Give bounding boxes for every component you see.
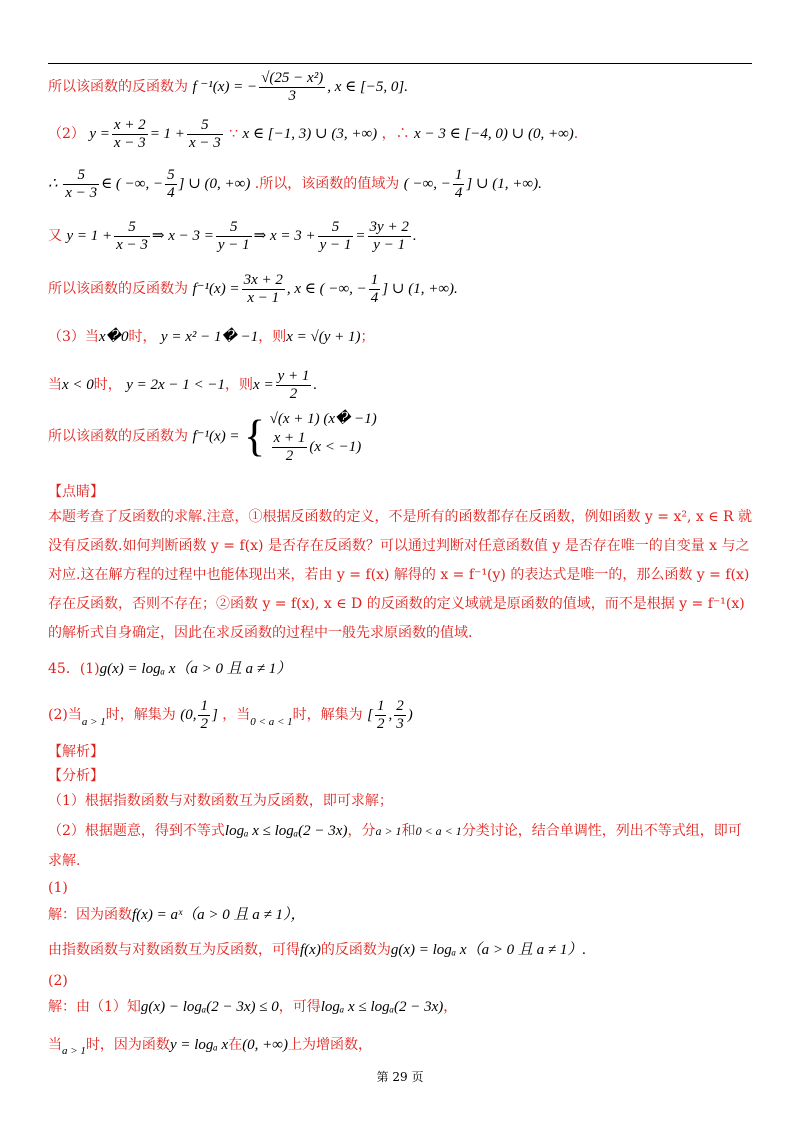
text: .所以，该函数的值域为	[254, 175, 400, 192]
math	[253, 368, 318, 402]
line-8	[48, 408, 377, 468]
punct: .	[573, 125, 579, 142]
fraction	[375, 698, 387, 733]
math: f(x)	[300, 942, 321, 958]
math-part: f⁻¹(x) =	[192, 280, 240, 297]
denominator: x − 1	[247, 290, 280, 306]
text: （2）根据题意，得到不等式	[48, 823, 225, 839]
denominator: 4	[454, 185, 463, 201]
text: ，可得	[278, 999, 321, 1015]
numerator: 5	[187, 117, 223, 135]
part-2-label: (2)	[48, 973, 68, 989]
question-number: 45．(1)	[48, 661, 100, 677]
math-part: ,	[388, 706, 393, 723]
math: f⁻¹(x) =	[192, 428, 240, 445]
math-part: f ⁻¹(x) = −	[192, 78, 258, 95]
solution-2	[48, 939, 586, 961]
math-part: y = 1 +	[66, 227, 113, 244]
math	[367, 698, 413, 732]
line-1	[48, 70, 408, 105]
math: （a > 0 且 a ≠ 1）.	[466, 942, 587, 958]
line-5	[48, 272, 458, 307]
math-part: ] ∪ (0, +∞)	[178, 175, 251, 192]
text: 所以该函数的反函数为	[48, 428, 188, 445]
solution-1	[48, 904, 306, 926]
piecewise-cases	[270, 408, 377, 465]
math: y = x² − 1� −1	[160, 329, 259, 345]
denominator: y − 1	[319, 237, 352, 253]
fraction	[394, 698, 406, 733]
text: (2)当	[48, 706, 82, 723]
item-label: （2）	[48, 125, 85, 142]
step-2	[48, 820, 742, 842]
math: 0 < a < 1	[415, 824, 462, 838]
math: g(x) = logₐ x	[390, 942, 467, 958]
text: 当	[48, 1037, 62, 1053]
numerator: √(25 − x²)	[261, 70, 324, 86]
numerator: 1	[376, 698, 385, 714]
case-1: √(x + 1) (x� −1)	[269, 411, 377, 427]
math-part: y =	[89, 125, 110, 142]
fraction	[259, 70, 325, 105]
text: ，则	[225, 376, 254, 393]
denominator: 3	[288, 88, 296, 104]
math-part: ( −∞, −	[403, 175, 451, 192]
math: (0, +∞)	[242, 1037, 288, 1053]
math: （a > 0 且 a ≠ 1），	[182, 907, 306, 923]
math	[180, 698, 218, 732]
math: x�0	[98, 329, 129, 345]
text: 所以该函数的反函数为	[48, 280, 188, 297]
math: g(x) = logₐ x	[99, 661, 176, 677]
numerator: x + 2	[113, 117, 146, 133]
page-number: 第 29 页	[376, 1070, 424, 1084]
numerator: 3y + 2	[369, 219, 409, 235]
math-part: [	[367, 706, 373, 723]
left-brace: {	[244, 411, 266, 461]
numerator: 5	[216, 219, 252, 237]
header-rule	[48, 63, 752, 64]
line-2	[48, 117, 578, 152]
math-part: ] ∪ (1, +∞).	[466, 175, 542, 192]
math	[89, 117, 224, 151]
comment-heading: 【点睛】	[48, 484, 104, 500]
therefore-symbol: ∴	[48, 175, 58, 192]
numerator: 5	[63, 167, 99, 185]
part-1-label: (1)	[48, 880, 68, 896]
fraction	[198, 698, 210, 733]
denominator: y − 1	[373, 237, 406, 253]
fraction	[112, 117, 148, 152]
fraction	[114, 219, 150, 254]
fraction	[216, 219, 252, 254]
math: a > 1	[62, 1045, 86, 1057]
numerator: 1	[370, 272, 379, 288]
numerator: 2	[396, 698, 404, 714]
fraction	[276, 368, 312, 403]
text: ，分	[347, 823, 376, 839]
punct: ；	[360, 329, 375, 345]
denominator: x − 3	[113, 135, 146, 151]
math: f(x) = aˣ	[132, 907, 183, 923]
math	[403, 167, 542, 201]
denominator: 4	[370, 290, 379, 306]
numerator: x + 1	[273, 430, 306, 446]
math: a > 1	[81, 715, 106, 728]
solution-3	[48, 996, 457, 1018]
text: 上为增函数，	[288, 1037, 372, 1053]
math: g(x) − logₐ(2 − 3x) ≤ 0	[140, 999, 279, 1015]
math: logₐ x ≤ logₐ(2 − 3x)	[224, 823, 348, 839]
numerator: 5	[167, 167, 175, 183]
text: 时，	[128, 329, 157, 345]
math-part: =	[355, 227, 366, 244]
numerator: 3x + 2	[243, 272, 283, 288]
analysis-heading: 【解析】	[48, 744, 104, 760]
numerator: 1	[454, 167, 463, 183]
math: 0 < a < 1	[250, 715, 293, 728]
denominator: x − 3	[188, 135, 221, 151]
text: （3）当	[48, 329, 99, 345]
math-part: , x ∈ [−5, 0].	[327, 78, 408, 95]
math-part: (x < −1)	[309, 438, 362, 455]
math-part: ]	[211, 706, 218, 723]
line-4	[48, 219, 417, 254]
fraction	[272, 430, 308, 465]
text: 解：因为函数	[48, 907, 132, 923]
text: 解：由（1）知	[48, 999, 141, 1015]
math	[192, 272, 458, 306]
fraction	[165, 167, 177, 202]
math: x − 3 ∈ [−4, 0) ∪ (0, +∞)	[414, 125, 574, 142]
math	[192, 70, 408, 104]
math: （a > 0 且 a ≠ 1）	[175, 661, 292, 677]
math-part: ] ∪ (1, +∞).	[382, 280, 458, 297]
denominator: 2	[285, 448, 294, 464]
therefore-symbol: ，∴	[381, 125, 410, 142]
fraction	[369, 272, 381, 307]
fraction	[368, 219, 411, 254]
q45-answer-2	[48, 698, 413, 733]
fraction	[63, 167, 99, 202]
denominator: 2	[200, 716, 208, 732]
numerator: 5	[318, 219, 354, 237]
text: 和	[401, 823, 416, 839]
denominator: x − 3	[65, 185, 98, 201]
math: y = logₐ x	[169, 1037, 229, 1053]
math	[66, 219, 417, 253]
denominator: 2	[376, 716, 385, 732]
text: 由指数函数与对数函数互为反函数，可得	[48, 942, 300, 958]
math-part: ⇒ x = 3 +	[253, 227, 316, 244]
text: ，	[443, 999, 458, 1015]
line-7	[48, 368, 317, 403]
numerator: 1	[200, 698, 208, 714]
text: 所以该函数的反函数为	[48, 78, 188, 95]
denominator: y − 1	[217, 237, 250, 253]
case-2	[270, 430, 377, 465]
math-part: ⇒ x − 3 =	[151, 227, 214, 244]
math-part: , x ∈ ( −∞, −	[286, 280, 367, 297]
text: 在	[228, 1037, 243, 1053]
denominator: 3	[396, 716, 404, 732]
comment-body: 本题考查了反函数的求解.注意，①根据反函数的定义，不是所有的函数都存在反函数，例如函数 y = x², x ∈ R 就没有反函数.如何判断函数 y = f(x) 是否存在反函数？可以通过判断对任意函数值 y 是否存在唯一的自变量 x 与之对应.这在解方程的过程中也能体现出来，若由 y = f(x) 解得的 x = f⁻¹(y) 的表达式是唯一的，那么函数 y = f(x) 存在反函数，否则不存在；②函数 y = f(x), x ∈ D 的反函数的定义域就是原函数的值域，而不是根据 y = f⁻¹(x) 的解析式自身确定，因此在求反函数的过程中一般先求原函数的值域.	[48, 509, 752, 641]
math: y = 2x − 1 < −1	[126, 376, 226, 393]
math: a > 1	[375, 824, 402, 838]
fraction	[453, 167, 465, 202]
solution-4	[48, 1034, 372, 1062]
fraction	[318, 219, 354, 254]
math: x ∈ [−1, 3) ∪ (3, +∞)	[242, 125, 378, 142]
text: 又	[48, 227, 62, 244]
since-symbol: ∵	[229, 125, 239, 142]
fenxi-heading: 【分析】	[48, 768, 104, 784]
step-2-cont: 求解.	[48, 853, 81, 869]
text: 时，解集为	[292, 706, 363, 723]
math-part: )	[407, 706, 413, 723]
math-part: .	[412, 227, 417, 244]
denominator: 4	[167, 185, 175, 201]
math-part: (0,	[180, 706, 197, 723]
text: 时，	[93, 376, 122, 393]
line-3	[48, 167, 542, 202]
q45-answer-1	[48, 658, 291, 680]
denominator: 2	[289, 386, 298, 402]
math-part: = 1 +	[149, 125, 185, 142]
text: 当	[48, 376, 62, 393]
text: 时，解集为	[105, 706, 176, 723]
text: 时，因为函数	[85, 1037, 170, 1053]
fraction	[187, 117, 223, 152]
text: 的反函数为	[320, 942, 391, 958]
text: ，则	[258, 329, 287, 345]
line-6	[48, 326, 375, 348]
denominator: x − 3	[116, 237, 148, 253]
math-part: ∈ ( −∞, −	[101, 175, 164, 192]
math-part: x =	[253, 376, 274, 393]
text: 分类讨论，结合单调性，列出不等式组，即可	[461, 823, 742, 839]
math-part: .	[313, 376, 318, 393]
math: x < 0	[62, 376, 94, 393]
fraction	[242, 272, 285, 307]
math	[48, 167, 251, 201]
math: x = √(y + 1)	[286, 329, 361, 345]
text: ，当	[222, 706, 251, 723]
numerator: y + 1	[277, 368, 310, 384]
step-1: （1）根据指数函数与对数函数互为反函数，即可求解；	[48, 793, 393, 809]
numerator: 5	[114, 219, 150, 237]
math: logₐ x ≤ logₐ(2 − 3x)	[320, 999, 444, 1015]
